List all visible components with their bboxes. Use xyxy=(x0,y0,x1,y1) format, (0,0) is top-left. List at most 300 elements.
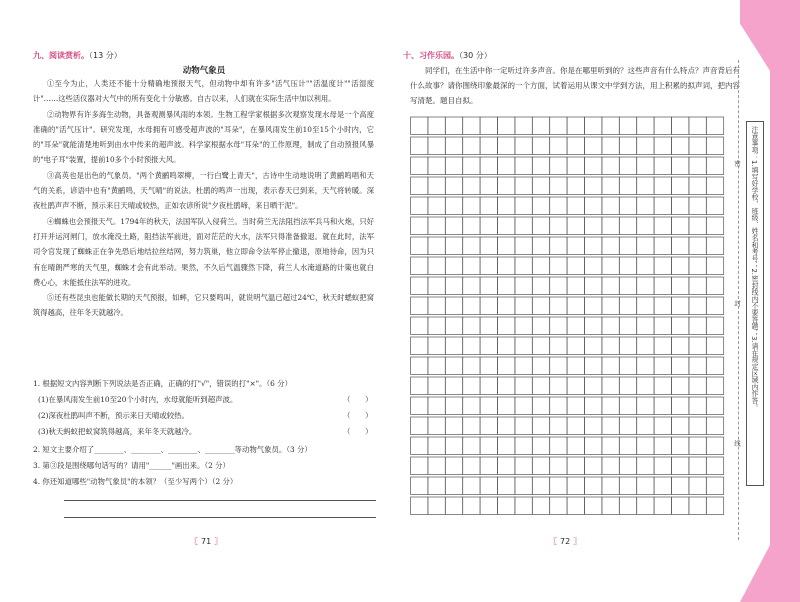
composition-grid[interactable] xyxy=(410,116,737,516)
grid-cell[interactable] xyxy=(689,357,706,374)
grid-cell[interactable] xyxy=(532,257,549,274)
grid-cell[interactable] xyxy=(619,297,636,314)
grid-cell[interactable] xyxy=(602,177,619,194)
grid-cell[interactable] xyxy=(654,137,671,154)
grid-cell[interactable] xyxy=(463,117,480,134)
grid-cell[interactable] xyxy=(498,157,515,174)
grid-cell[interactable] xyxy=(706,257,723,274)
grid-cell[interactable] xyxy=(411,177,428,194)
grid-cell[interactable] xyxy=(428,497,445,514)
grid-cell[interactable] xyxy=(672,397,689,414)
grid-cell[interactable] xyxy=(567,417,584,434)
grid-cell[interactable] xyxy=(498,457,515,474)
grid-cell[interactable] xyxy=(637,277,654,294)
grid-cell[interactable] xyxy=(706,417,723,434)
grid-cell[interactable] xyxy=(706,277,723,294)
grid-cell[interactable] xyxy=(463,337,480,354)
grid-cell[interactable] xyxy=(706,477,723,494)
grid-cell[interactable] xyxy=(619,157,636,174)
grid-cell[interactable] xyxy=(411,217,428,234)
grid-cell[interactable] xyxy=(672,317,689,334)
grid-cell[interactable] xyxy=(515,397,532,414)
grid-cell[interactable] xyxy=(550,437,567,454)
grid-cell[interactable] xyxy=(428,157,445,174)
grid-cell[interactable] xyxy=(602,437,619,454)
grid-cell[interactable] xyxy=(428,237,445,254)
grid-cell[interactable] xyxy=(445,317,462,334)
grid-cell[interactable] xyxy=(411,317,428,334)
grid-cell[interactable] xyxy=(445,297,462,314)
grid-cell[interactable] xyxy=(428,197,445,214)
grid-cell[interactable] xyxy=(602,377,619,394)
grid-cell[interactable] xyxy=(672,257,689,274)
grid-cell[interactable] xyxy=(411,117,428,134)
grid-cell[interactable] xyxy=(654,417,671,434)
grid-cell[interactable] xyxy=(585,217,602,234)
grid-cell[interactable] xyxy=(672,277,689,294)
grid-cell[interactable] xyxy=(550,157,567,174)
grid-cell[interactable] xyxy=(532,277,549,294)
grid-cell[interactable] xyxy=(654,317,671,334)
grid-cell[interactable] xyxy=(567,137,584,154)
answer-line-2[interactable] xyxy=(64,517,376,518)
grid-cell[interactable] xyxy=(428,417,445,434)
grid-cell[interactable] xyxy=(654,337,671,354)
grid-cell[interactable] xyxy=(550,477,567,494)
grid-cell[interactable] xyxy=(532,437,549,454)
grid-cell[interactable] xyxy=(637,437,654,454)
grid-cell[interactable] xyxy=(567,357,584,374)
grid-cell[interactable] xyxy=(706,317,723,334)
grid-cell[interactable] xyxy=(585,457,602,474)
grid-cell[interactable] xyxy=(602,117,619,134)
grid-cell[interactable] xyxy=(550,257,567,274)
grid-cell[interactable] xyxy=(411,437,428,454)
grid-cell[interactable] xyxy=(498,377,515,394)
grid-cell[interactable] xyxy=(567,257,584,274)
grid-cell[interactable] xyxy=(619,137,636,154)
grid-cell[interactable] xyxy=(445,217,462,234)
grid-cell[interactable] xyxy=(445,497,462,514)
grid-cell[interactable] xyxy=(585,137,602,154)
grid-cell[interactable] xyxy=(706,157,723,174)
grid-cell[interactable] xyxy=(411,477,428,494)
grid-cell[interactable] xyxy=(463,477,480,494)
grid-cell[interactable] xyxy=(619,357,636,374)
grid-cell[interactable] xyxy=(463,457,480,474)
grid-cell[interactable] xyxy=(602,397,619,414)
grid-cell[interactable] xyxy=(637,157,654,174)
grid-cell[interactable] xyxy=(672,457,689,474)
grid-cell[interactable] xyxy=(602,317,619,334)
grid-cell[interactable] xyxy=(602,477,619,494)
grid-cell[interactable] xyxy=(619,197,636,214)
grid-cell[interactable] xyxy=(411,137,428,154)
grid-cell[interactable] xyxy=(498,417,515,434)
grid-cell[interactable] xyxy=(567,397,584,414)
grid-cell[interactable] xyxy=(463,417,480,434)
grid-cell[interactable] xyxy=(515,417,532,434)
grid-cell[interactable] xyxy=(567,377,584,394)
grid-cell[interactable] xyxy=(654,277,671,294)
grid-cell[interactable] xyxy=(445,197,462,214)
grid-cell[interactable] xyxy=(463,257,480,274)
grid-cell[interactable] xyxy=(706,397,723,414)
grid-cell[interactable] xyxy=(498,177,515,194)
grid-cell[interactable] xyxy=(550,197,567,214)
grid-cell[interactable] xyxy=(654,457,671,474)
grid-cell[interactable] xyxy=(480,237,497,254)
grid-cell[interactable] xyxy=(689,497,706,514)
grid-cell[interactable] xyxy=(498,337,515,354)
grid-cell[interactable] xyxy=(689,337,706,354)
grid-cell[interactable] xyxy=(550,417,567,434)
grid-cell[interactable] xyxy=(480,397,497,414)
grid-cell[interactable] xyxy=(585,237,602,254)
grid-cell[interactable] xyxy=(567,497,584,514)
grid-cell[interactable] xyxy=(480,497,497,514)
grid-cell[interactable] xyxy=(411,297,428,314)
grid-cell[interactable] xyxy=(498,437,515,454)
grid-cell[interactable] xyxy=(619,177,636,194)
grid-cell[interactable] xyxy=(463,237,480,254)
grid-cell[interactable] xyxy=(637,337,654,354)
answer-paren-2[interactable]: （ ） xyxy=(343,411,373,420)
grid-cell[interactable] xyxy=(585,297,602,314)
grid-cell[interactable] xyxy=(445,397,462,414)
grid-cell[interactable] xyxy=(463,217,480,234)
grid-cell[interactable] xyxy=(550,237,567,254)
grid-cell[interactable] xyxy=(706,457,723,474)
grid-cell[interactable] xyxy=(654,257,671,274)
grid-cell[interactable] xyxy=(602,337,619,354)
grid-cell[interactable] xyxy=(428,217,445,234)
grid-cell[interactable] xyxy=(637,317,654,334)
grid-cell[interactable] xyxy=(654,217,671,234)
grid-cell[interactable] xyxy=(550,277,567,294)
grid-cell[interactable] xyxy=(619,377,636,394)
grid-cell[interactable] xyxy=(515,297,532,314)
grid-cell[interactable] xyxy=(532,477,549,494)
grid-cell[interactable] xyxy=(672,437,689,454)
grid-cell[interactable] xyxy=(445,377,462,394)
grid-cell[interactable] xyxy=(498,117,515,134)
grid-cell[interactable] xyxy=(637,497,654,514)
grid-cell[interactable] xyxy=(619,497,636,514)
grid-cell[interactable] xyxy=(532,297,549,314)
grid-cell[interactable] xyxy=(515,197,532,214)
grid-cell[interactable] xyxy=(585,497,602,514)
grid-cell[interactable] xyxy=(672,177,689,194)
grid-cell[interactable] xyxy=(498,217,515,234)
grid-cell[interactable] xyxy=(706,197,723,214)
grid-cell[interactable] xyxy=(637,237,654,254)
grid-cell[interactable] xyxy=(445,177,462,194)
grid-cell[interactable] xyxy=(428,277,445,294)
grid-cell[interactable] xyxy=(428,477,445,494)
grid-cell[interactable] xyxy=(602,137,619,154)
grid-cell[interactable] xyxy=(480,277,497,294)
grid-cell[interactable] xyxy=(619,257,636,274)
grid-cell[interactable] xyxy=(428,357,445,374)
grid-cell[interactable] xyxy=(672,377,689,394)
grid-cell[interactable] xyxy=(411,197,428,214)
grid-cell[interactable] xyxy=(585,317,602,334)
grid-cell[interactable] xyxy=(550,297,567,314)
grid-cell[interactable] xyxy=(689,197,706,214)
grid-cell[interactable] xyxy=(654,157,671,174)
grid-cell[interactable] xyxy=(480,217,497,234)
grid-cell[interactable] xyxy=(689,277,706,294)
grid-cell[interactable] xyxy=(550,137,567,154)
grid-cell[interactable] xyxy=(672,197,689,214)
grid-cell[interactable] xyxy=(480,197,497,214)
grid-cell[interactable] xyxy=(602,357,619,374)
grid-cell[interactable] xyxy=(428,337,445,354)
grid-cell[interactable] xyxy=(532,457,549,474)
grid-cell[interactable] xyxy=(515,277,532,294)
grid-cell[interactable] xyxy=(550,117,567,134)
grid-cell[interactable] xyxy=(706,297,723,314)
grid-cell[interactable] xyxy=(637,177,654,194)
grid-cell[interactable] xyxy=(428,137,445,154)
grid-cell[interactable] xyxy=(428,257,445,274)
grid-cell[interactable] xyxy=(445,237,462,254)
grid-cell[interactable] xyxy=(411,237,428,254)
grid-cell[interactable] xyxy=(515,217,532,234)
grid-cell[interactable] xyxy=(445,137,462,154)
grid-cell[interactable] xyxy=(498,477,515,494)
grid-cell[interactable] xyxy=(480,477,497,494)
grid-cell[interactable] xyxy=(654,397,671,414)
grid-cell[interactable] xyxy=(498,277,515,294)
grid-cell[interactable] xyxy=(672,297,689,314)
grid-cell[interactable] xyxy=(515,497,532,514)
grid-cell[interactable] xyxy=(672,117,689,134)
grid-cell[interactable] xyxy=(567,117,584,134)
grid-cell[interactable] xyxy=(515,117,532,134)
grid-cell[interactable] xyxy=(567,317,584,334)
answer-line-1[interactable] xyxy=(64,500,376,501)
grid-cell[interactable] xyxy=(515,157,532,174)
grid-cell[interactable] xyxy=(498,237,515,254)
grid-cell[interactable] xyxy=(411,257,428,274)
grid-cell[interactable] xyxy=(585,357,602,374)
grid-cell[interactable] xyxy=(637,477,654,494)
grid-cell[interactable] xyxy=(706,377,723,394)
grid-cell[interactable] xyxy=(567,337,584,354)
grid-cell[interactable] xyxy=(463,317,480,334)
grid-cell[interactable] xyxy=(480,437,497,454)
answer-paren-3[interactable]: （ ） xyxy=(343,427,373,436)
grid-cell[interactable] xyxy=(515,357,532,374)
grid-cell[interactable] xyxy=(532,197,549,214)
grid-cell[interactable] xyxy=(585,477,602,494)
grid-cell[interactable] xyxy=(428,297,445,314)
grid-cell[interactable] xyxy=(689,157,706,174)
grid-cell[interactable] xyxy=(532,177,549,194)
grid-cell[interactable] xyxy=(411,397,428,414)
grid-cell[interactable] xyxy=(515,177,532,194)
grid-cell[interactable] xyxy=(411,497,428,514)
grid-cell[interactable] xyxy=(567,157,584,174)
grid-cell[interactable] xyxy=(602,157,619,174)
grid-cell[interactable] xyxy=(567,277,584,294)
grid-cell[interactable] xyxy=(445,337,462,354)
grid-cell[interactable] xyxy=(689,397,706,414)
grid-cell[interactable] xyxy=(585,397,602,414)
grid-cell[interactable] xyxy=(706,357,723,374)
grid-cell[interactable] xyxy=(480,137,497,154)
grid-cell[interactable] xyxy=(515,377,532,394)
grid-cell[interactable] xyxy=(532,217,549,234)
grid-cell[interactable] xyxy=(706,437,723,454)
grid-cell[interactable] xyxy=(672,497,689,514)
grid-cell[interactable] xyxy=(532,337,549,354)
grid-cell[interactable] xyxy=(585,157,602,174)
grid-cell[interactable] xyxy=(654,357,671,374)
grid-cell[interactable] xyxy=(463,157,480,174)
grid-cell[interactable] xyxy=(428,437,445,454)
grid-cell[interactable] xyxy=(637,137,654,154)
grid-cell[interactable] xyxy=(585,437,602,454)
grid-cell[interactable] xyxy=(550,337,567,354)
grid-cell[interactable] xyxy=(411,457,428,474)
grid-cell[interactable] xyxy=(602,237,619,254)
grid-cell[interactable] xyxy=(654,437,671,454)
grid-cell[interactable] xyxy=(567,297,584,314)
grid-cell[interactable] xyxy=(515,237,532,254)
grid-cell[interactable] xyxy=(602,497,619,514)
grid-cell[interactable] xyxy=(637,257,654,274)
grid-cell[interactable] xyxy=(445,157,462,174)
grid-cell[interactable] xyxy=(428,117,445,134)
answer-paren-1[interactable]: （ ） xyxy=(343,395,373,404)
grid-cell[interactable] xyxy=(689,237,706,254)
grid-cell[interactable] xyxy=(515,437,532,454)
grid-cell[interactable] xyxy=(706,117,723,134)
grid-cell[interactable] xyxy=(672,217,689,234)
grid-cell[interactable] xyxy=(672,417,689,434)
grid-cell[interactable] xyxy=(498,297,515,314)
grid-cell[interactable] xyxy=(480,297,497,314)
grid-cell[interactable] xyxy=(515,257,532,274)
grid-cell[interactable] xyxy=(689,257,706,274)
grid-cell[interactable] xyxy=(428,377,445,394)
grid-cell[interactable] xyxy=(585,377,602,394)
grid-cell[interactable] xyxy=(637,397,654,414)
grid-cell[interactable] xyxy=(585,337,602,354)
grid-cell[interactable] xyxy=(619,457,636,474)
grid-cell[interactable] xyxy=(532,157,549,174)
grid-cell[interactable] xyxy=(428,397,445,414)
grid-cell[interactable] xyxy=(480,377,497,394)
grid-cell[interactable] xyxy=(411,337,428,354)
grid-cell[interactable] xyxy=(672,137,689,154)
grid-cell[interactable] xyxy=(498,357,515,374)
grid-cell[interactable] xyxy=(445,117,462,134)
grid-cell[interactable] xyxy=(654,177,671,194)
grid-cell[interactable] xyxy=(463,137,480,154)
grid-cell[interactable] xyxy=(602,297,619,314)
grid-cell[interactable] xyxy=(585,257,602,274)
grid-cell[interactable] xyxy=(619,217,636,234)
grid-cell[interactable] xyxy=(550,217,567,234)
grid-cell[interactable] xyxy=(706,337,723,354)
grid-cell[interactable] xyxy=(445,437,462,454)
grid-cell[interactable] xyxy=(654,477,671,494)
grid-cell[interactable] xyxy=(706,137,723,154)
grid-cell[interactable] xyxy=(637,457,654,474)
grid-cell[interactable] xyxy=(445,257,462,274)
grid-cell[interactable] xyxy=(567,477,584,494)
grid-cell[interactable] xyxy=(532,397,549,414)
grid-cell[interactable] xyxy=(445,457,462,474)
grid-cell[interactable] xyxy=(463,437,480,454)
grid-cell[interactable] xyxy=(689,477,706,494)
grid-cell[interactable] xyxy=(637,117,654,134)
grid-cell[interactable] xyxy=(532,357,549,374)
grid-cell[interactable] xyxy=(637,217,654,234)
grid-cell[interactable] xyxy=(654,237,671,254)
grid-cell[interactable] xyxy=(445,277,462,294)
grid-cell[interactable] xyxy=(498,257,515,274)
grid-cell[interactable] xyxy=(411,377,428,394)
grid-cell[interactable] xyxy=(515,337,532,354)
grid-cell[interactable] xyxy=(550,457,567,474)
grid-cell[interactable] xyxy=(498,317,515,334)
grid-cell[interactable] xyxy=(532,497,549,514)
grid-cell[interactable] xyxy=(619,237,636,254)
grid-cell[interactable] xyxy=(463,397,480,414)
grid-cell[interactable] xyxy=(532,137,549,154)
grid-cell[interactable] xyxy=(619,397,636,414)
grid-cell[interactable] xyxy=(672,477,689,494)
grid-cell[interactable] xyxy=(672,337,689,354)
grid-cell[interactable] xyxy=(532,317,549,334)
grid-cell[interactable] xyxy=(480,457,497,474)
grid-cell[interactable] xyxy=(619,117,636,134)
grid-cell[interactable] xyxy=(689,417,706,434)
grid-cell[interactable] xyxy=(619,437,636,454)
grid-cell[interactable] xyxy=(532,117,549,134)
grid-cell[interactable] xyxy=(585,177,602,194)
grid-cell[interactable] xyxy=(463,277,480,294)
grid-cell[interactable] xyxy=(567,437,584,454)
grid-cell[interactable] xyxy=(689,437,706,454)
grid-cell[interactable] xyxy=(411,277,428,294)
grid-cell[interactable] xyxy=(532,237,549,254)
grid-cell[interactable] xyxy=(411,357,428,374)
grid-cell[interactable] xyxy=(602,457,619,474)
grid-cell[interactable] xyxy=(619,417,636,434)
grid-cell[interactable] xyxy=(637,377,654,394)
grid-cell[interactable] xyxy=(411,417,428,434)
grid-cell[interactable] xyxy=(689,117,706,134)
grid-cell[interactable] xyxy=(567,177,584,194)
grid-cell[interactable] xyxy=(480,157,497,174)
grid-cell[interactable] xyxy=(411,157,428,174)
grid-cell[interactable] xyxy=(480,317,497,334)
grid-cell[interactable] xyxy=(602,257,619,274)
grid-cell[interactable] xyxy=(480,357,497,374)
grid-cell[interactable] xyxy=(619,317,636,334)
grid-cell[interactable] xyxy=(428,317,445,334)
grid-cell[interactable] xyxy=(567,457,584,474)
grid-cell[interactable] xyxy=(602,277,619,294)
grid-cell[interactable] xyxy=(637,357,654,374)
grid-cell[interactable] xyxy=(550,397,567,414)
